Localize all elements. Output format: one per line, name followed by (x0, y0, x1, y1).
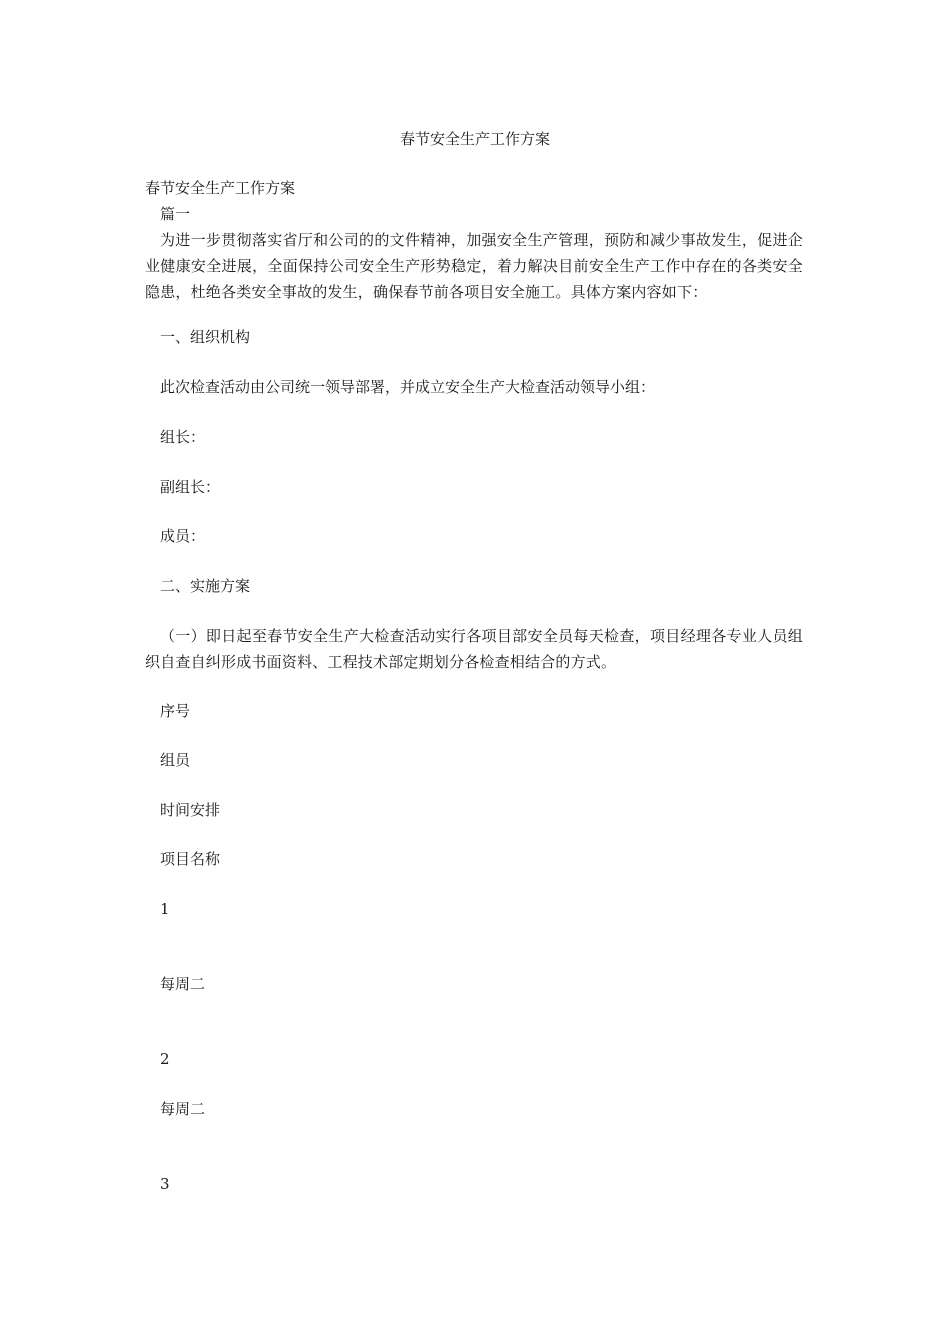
document-heading: 春节安全生产工作方案 (145, 179, 296, 197)
section-2-text: （一）即日起至春节安全生产大检查活动实行各项目部安全员每天检查，项目经理各专业人员组织自查自纠形成书面资料、工程技术部定期划分各检查相结合的方式。 (145, 627, 803, 671)
part-label: 篇一 (160, 205, 191, 223)
table-header-no: 序号 (160, 702, 191, 720)
table-header-member: 组员 (160, 751, 191, 769)
section-2-title: 二、实施方案 (160, 577, 251, 595)
table-row-3-no: 3 (160, 1175, 170, 1193)
deputy-leader-label: 副组长： (160, 478, 221, 496)
table-row-2-no: 2 (160, 1050, 170, 1068)
section-1-title: 一、组织机构 (160, 328, 251, 346)
table-row-1-no: 1 (160, 900, 170, 918)
table-row-2-time: 每周二 (160, 1100, 206, 1118)
intro-paragraph: 为进一步贯彻落实省厅和公司的的文件精神，加强安全生产管理，预防和减少事故发生，促进企业健康安全进展，全面保持公司安全生产形势稳定，着力解决目前安全生产工作中存在的各类安全隐患，杜绝各类安全事故的发生，确保春节前各项目安全施工。具体方案内容如下： (145, 231, 803, 301)
table-header-time: 时间安排 (160, 801, 221, 819)
section-1-text: 此次检查活动由公司统一领导部署，并成立安全生产大检查活动领导小组： (160, 378, 656, 396)
table-header-project: 项目名称 (160, 850, 221, 868)
members-label: 成员： (160, 527, 206, 545)
document-title: 春节安全生产工作方案 (399, 130, 550, 148)
table-row-1-time: 每周二 (160, 975, 206, 993)
leader-label: 组长： (160, 428, 206, 446)
